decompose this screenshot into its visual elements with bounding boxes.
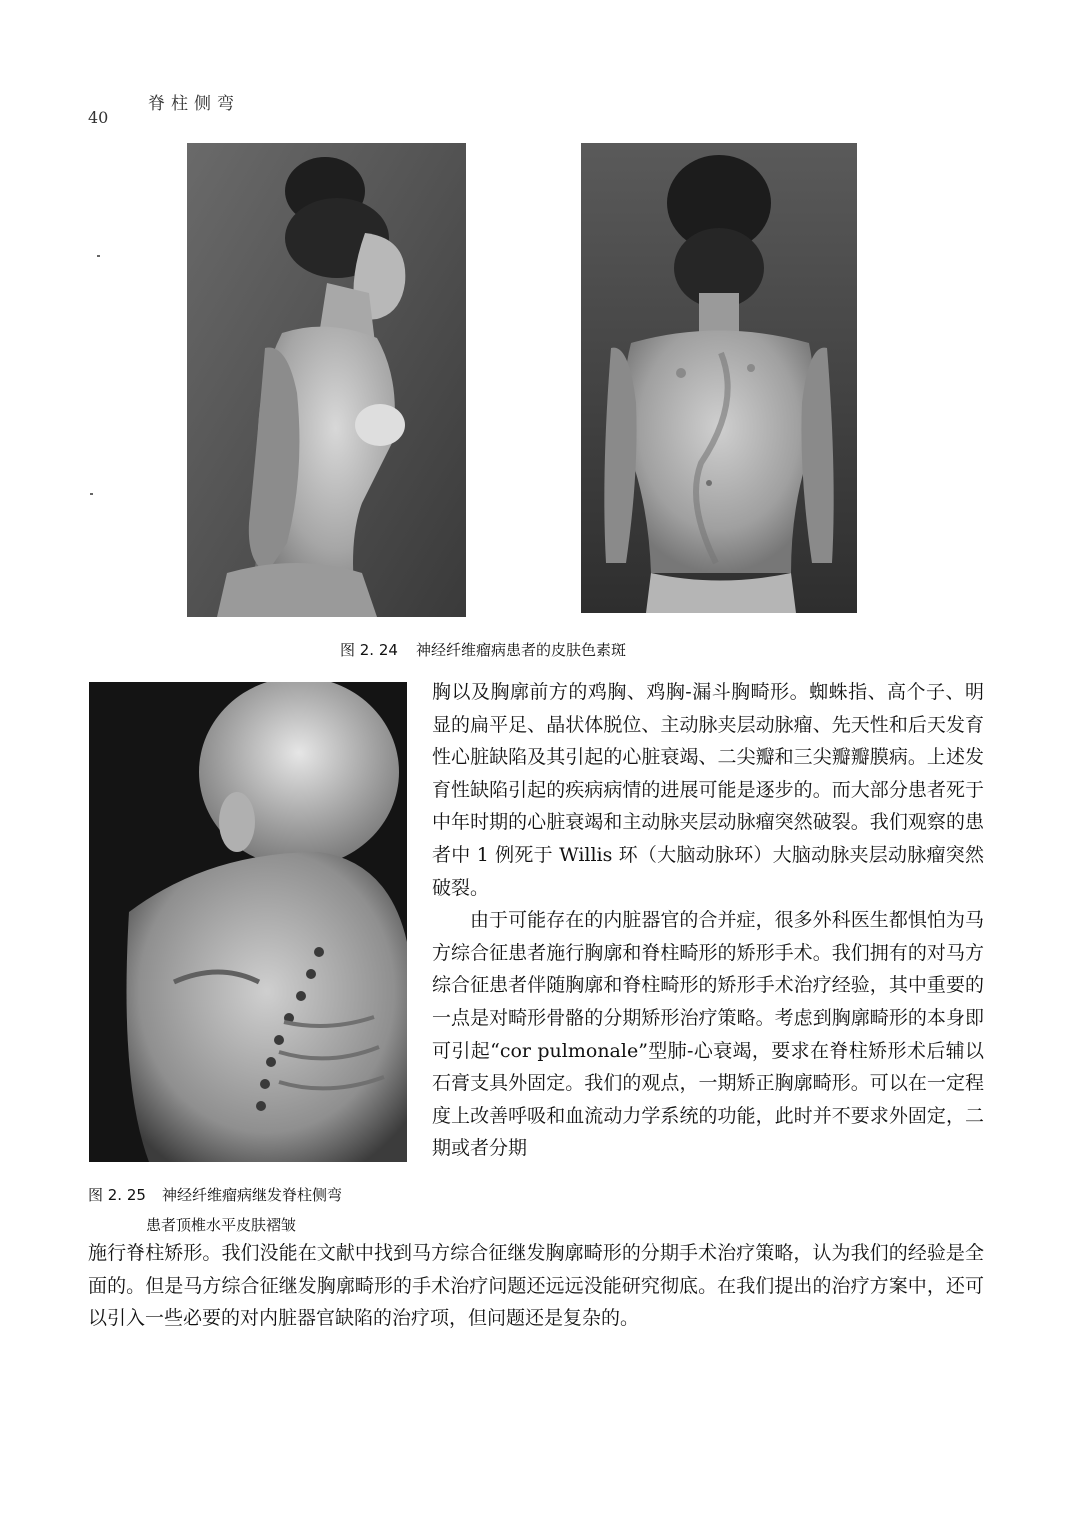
body-text-column [432, 676, 984, 1165]
figure-caption-text: 神经纤维瘤病患者的皮肤色素斑 [415, 641, 626, 659]
scan-speck [97, 255, 100, 257]
figure-caption-line2: 患者顶椎水平皮肤褶皱 [146, 1216, 297, 1234]
figure-caption-line1: 神经纤维瘤病继发脊柱侧弯 [161, 1186, 342, 1204]
running-title: 脊柱侧弯 [148, 94, 240, 114]
scan-speck [90, 493, 93, 495]
body-text-full-width [88, 1237, 984, 1335]
figure-2-25-photo [89, 682, 407, 1162]
figure-2-24-back-photo [581, 143, 857, 613]
figure-2-25-caption [88, 1180, 428, 1240]
figure-2-24-caption [340, 639, 626, 660]
page-number: 40 [88, 108, 109, 127]
paragraph: 由于可能存在的内脏器官的合并症，很多外科医生都惧怕为马方综合征患者施行胸廓和脊柱畸形的矫形手术。我们拥有的对马方综合征患者伴随胸廓和脊柱畸形的矫形手术治疗经验，其中重要的一点是对畸形骨骼的分期矫形治疗策略。考虑到胸廓畸形的本身即可引起“cor pulmonale”型肺-心衰竭，要求在脊柱矫形术后辅以石膏支具外固定。我们的观点，一期矫正胸廓畸形。可以在一定程度上改善呼吸和血流动力学系统的功能，此时并不要求外固定，二期或者分期 [432, 909, 984, 1160]
figure-2-24-side-photo [187, 143, 466, 617]
figure-number: 图 2. 25 [88, 1186, 146, 1204]
figure-number: 图 2. 24 [340, 641, 398, 659]
paragraph: 胸以及胸廓前方的鸡胸、鸡胸-漏斗胸畸形。蜘蛛指、高个子、明显的扁平足、晶状体脱位、主动脉夹层动脉瘤、先天性和后天发育性心脏缺陷及其引起的心脏衰竭、二尖瓣和三尖瓣瓣膜病。上述发育性缺陷引起的疾病病情的进展可能是逐步的。而大部分患者死于中年时期的心脏衰竭和主动脉夹层动脉瘤突然破裂。我们观察的患者中 1 例死于 Willis 环（大脑动脉环）大脑动脉夹层动脉瘤突然破裂。 [432, 681, 984, 899]
paragraph-continuation: 施行脊柱矫形。我们没能在文献中找到马方综合征继发胸廓畸形的分期手术治疗策略，认为我们的经验是全面的。但是马方综合征继发胸廓畸形的手术治疗问题还远远没能研究彻底。在我们提出的治疗方案中，还可以引入一些必要的对内脏器官缺陷的治疗项，但问题还是复杂的。 [88, 1242, 984, 1330]
